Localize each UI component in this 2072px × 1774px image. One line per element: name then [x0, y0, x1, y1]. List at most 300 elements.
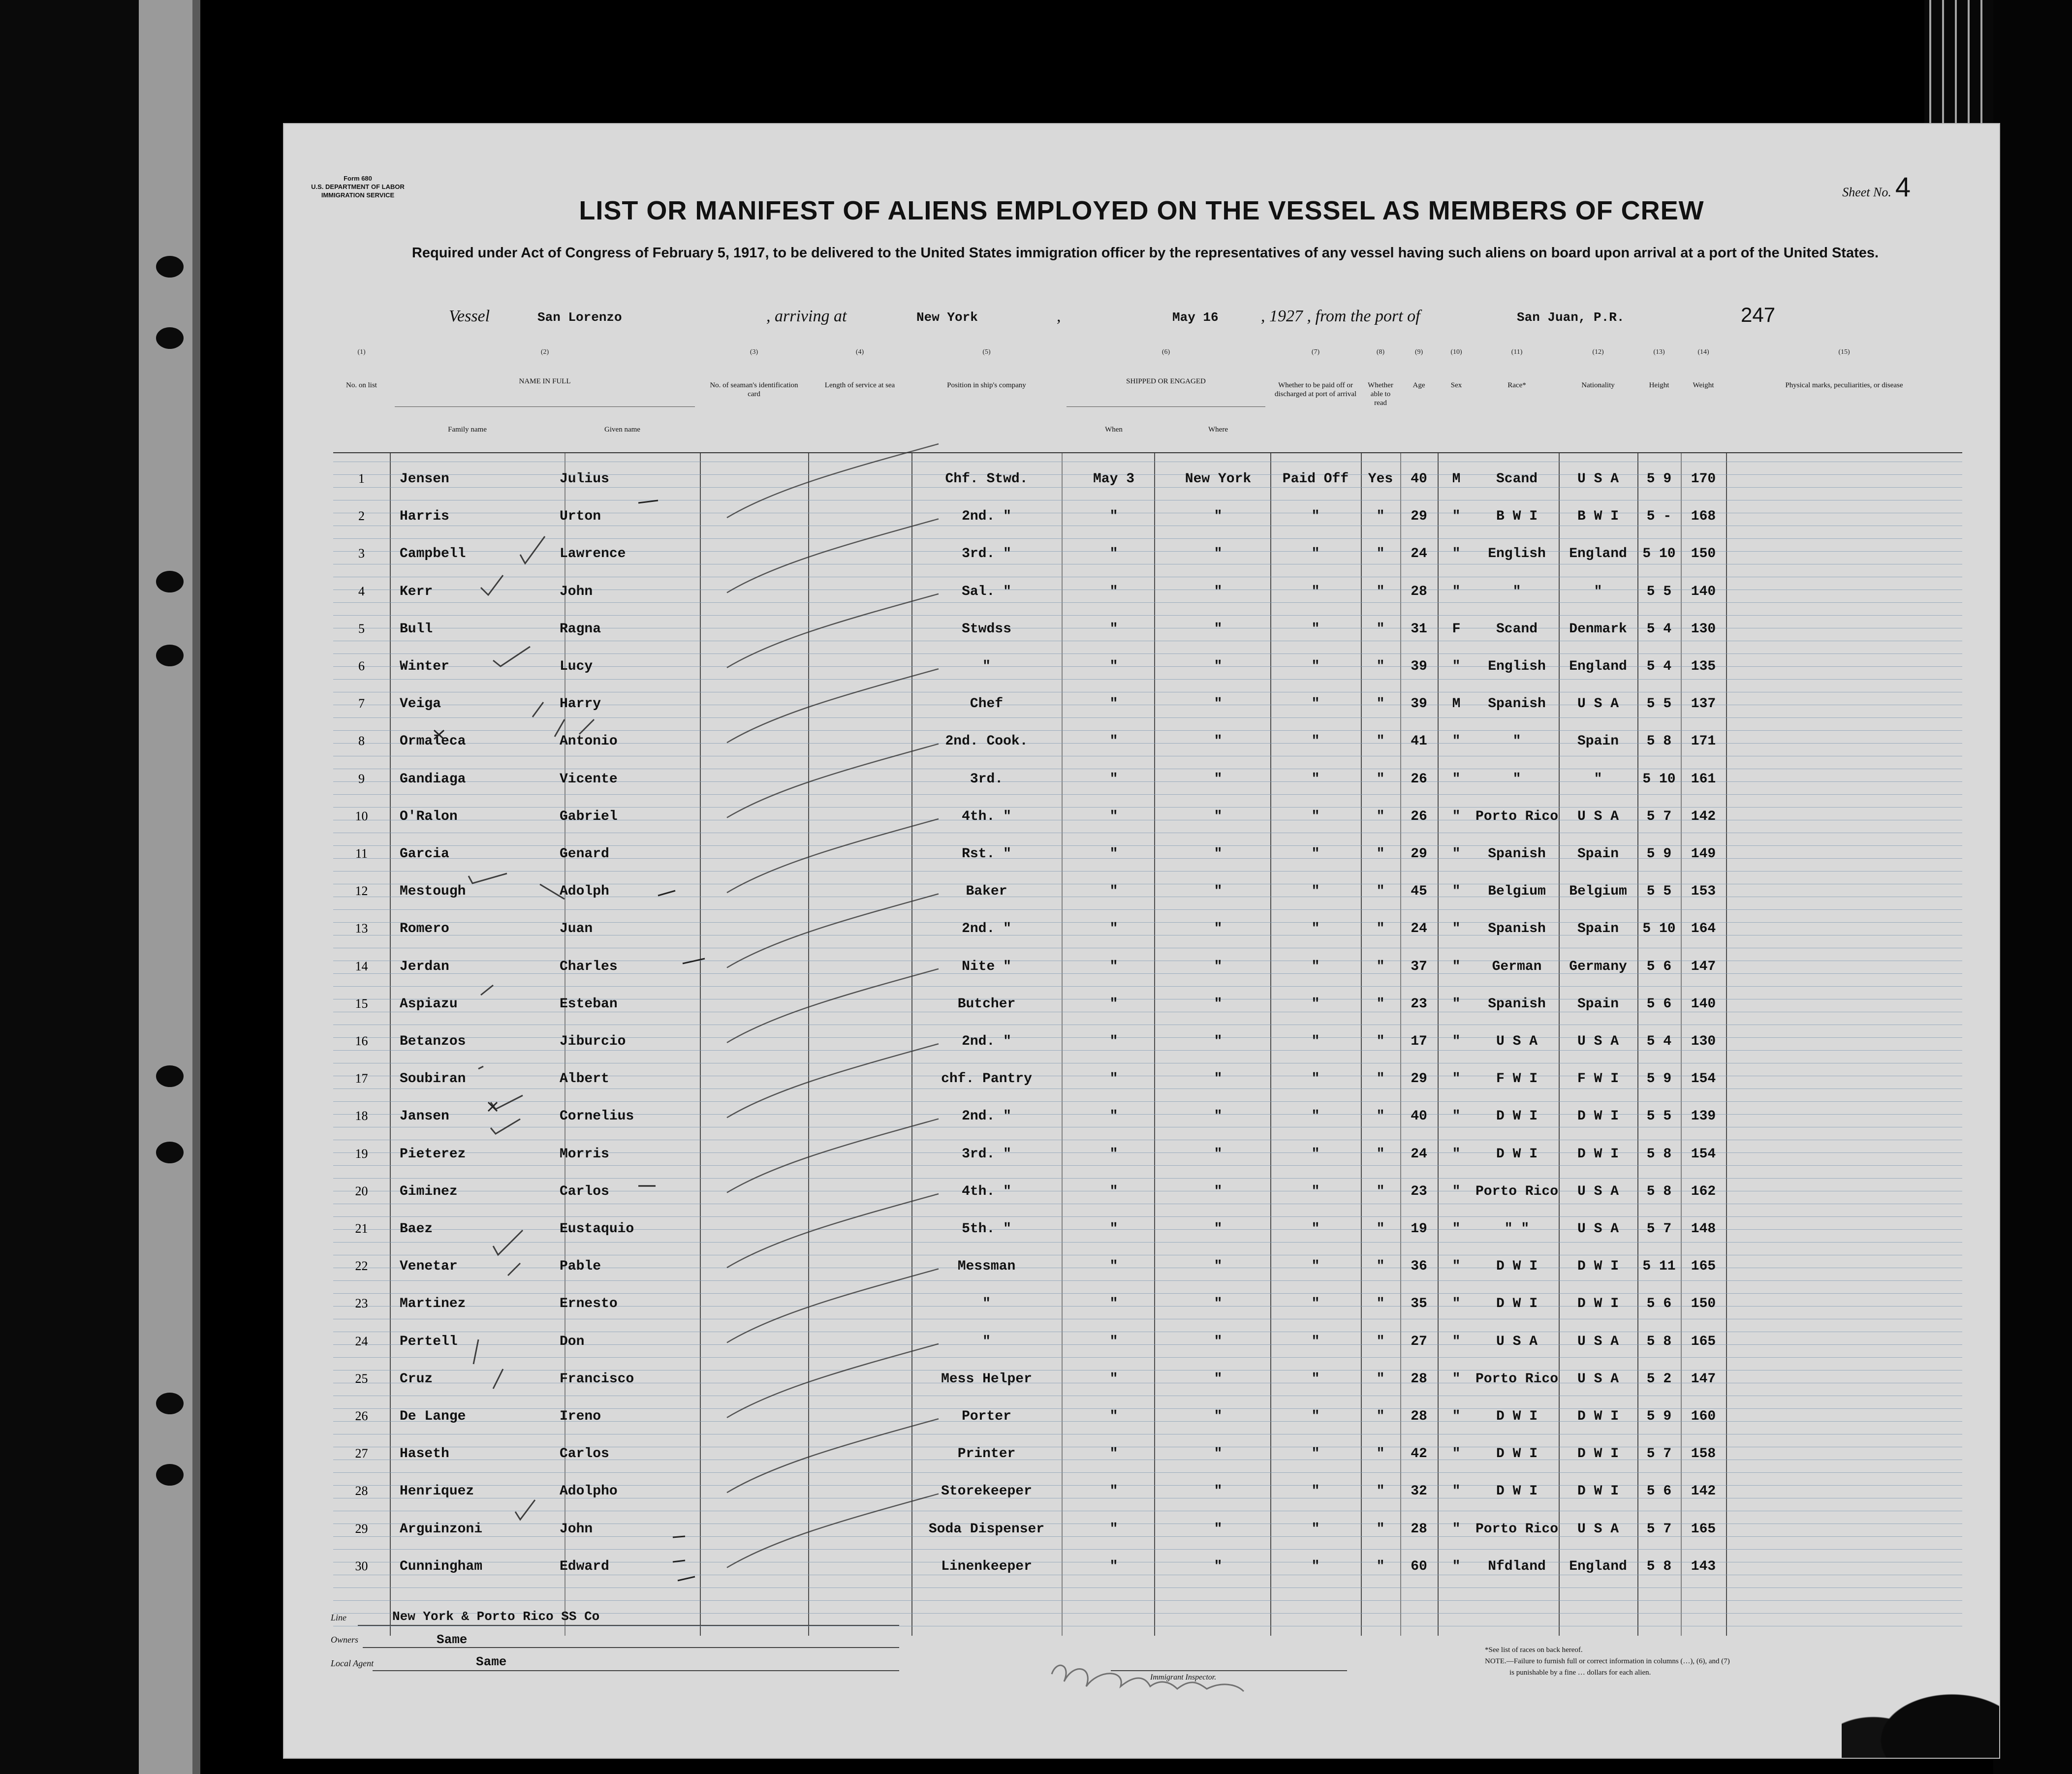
cell-no: 20 — [355, 1183, 368, 1198]
cell-when: " — [1109, 1296, 1118, 1312]
cell-race: " — [1512, 771, 1521, 787]
cell-height: 5 8 — [1646, 1183, 1672, 1199]
column-number: (6) — [1162, 348, 1170, 356]
cell-weight: 143 — [1691, 1558, 1716, 1574]
cell-given: Esteban — [560, 996, 618, 1012]
cell-read: " — [1376, 1334, 1385, 1349]
cell-when: " — [1109, 1334, 1118, 1349]
cell-race: " — [1512, 734, 1521, 749]
cell-race: " — [1512, 584, 1521, 599]
cell-when: " — [1109, 1183, 1118, 1199]
cell-weight: 137 — [1691, 696, 1716, 712]
page-subtitle: Required under Act of Congress of February 5, 1917, to be delivered to the United States immigration officer by the representatives of any vessel having such aliens on board upon arrival at a port of the United States. — [411, 245, 1879, 261]
cell-nationality: U S A — [1577, 809, 1619, 824]
cell-paid: " — [1311, 846, 1320, 862]
cell-weight: 158 — [1691, 1446, 1716, 1462]
cell-weight: 165 — [1691, 1259, 1716, 1275]
cell-sex: " — [1452, 1296, 1461, 1312]
cell-height: 5 10 — [1642, 771, 1676, 787]
cell-position: Butcher — [957, 996, 1016, 1012]
cell-family: Pertell — [400, 1334, 458, 1349]
cell-read: " — [1376, 1371, 1385, 1387]
cell-read: " — [1376, 846, 1385, 862]
cell-height: 5 9 — [1646, 1409, 1672, 1424]
cell-given: Francisco — [560, 1371, 634, 1387]
cell-sex: " — [1452, 1071, 1461, 1087]
penalty-note: NOTE.—Failure to furnish full or correct information in columns (…), (6), and (7) — [1485, 1657, 1730, 1665]
cell-race: D W I — [1496, 1109, 1538, 1124]
table-row — [333, 576, 1962, 614]
cell-family: De Lange — [400, 1409, 466, 1424]
cell-age: 36 — [1411, 1259, 1427, 1275]
cell-paid: " — [1311, 1484, 1320, 1499]
cell-read: " — [1376, 1446, 1385, 1462]
cell-given: Don — [560, 1334, 585, 1349]
table-row — [333, 1401, 1962, 1438]
cell-sex: " — [1452, 846, 1461, 862]
cell-read: " — [1376, 884, 1385, 900]
cell-sex: " — [1452, 584, 1461, 599]
cell-height: 5 9 — [1646, 1071, 1672, 1087]
punch-hole — [156, 1393, 184, 1414]
table-row — [333, 1326, 1962, 1364]
cell-age: 24 — [1411, 1146, 1427, 1162]
column-number: (4) — [855, 348, 864, 356]
cell-age: 28 — [1411, 1371, 1427, 1387]
cell-read: " — [1376, 1409, 1385, 1424]
cell-height: 5 5 — [1646, 884, 1672, 900]
cell-no: 24 — [355, 1334, 368, 1348]
cell-given: Jiburcio — [560, 1034, 626, 1049]
cell-position: 4th. " — [962, 1183, 1011, 1199]
cell-when: " — [1109, 1259, 1118, 1275]
cell-position: 2nd. Cook. — [945, 734, 1028, 749]
cell-where: " — [1214, 1446, 1223, 1462]
cell-where: " — [1214, 1221, 1223, 1237]
cell-age: 17 — [1411, 1034, 1427, 1049]
cell-when: " — [1109, 1109, 1118, 1124]
arrival-port: New York — [916, 310, 978, 325]
penalty-note-cont: is punishable by a fine … dollars for each alien. — [1509, 1669, 1651, 1677]
cell-age: 29 — [1411, 1071, 1427, 1087]
table-row — [333, 1288, 1962, 1326]
cell-paid: " — [1311, 1371, 1320, 1387]
cell-given: Albert — [560, 1071, 609, 1087]
cell-age: 45 — [1411, 884, 1427, 900]
cell-given: Morris — [560, 1146, 609, 1162]
line-value: New York & Porto Rico SS Co — [392, 1609, 600, 1624]
cell-no: 14 — [355, 959, 368, 973]
cell-age: 35 — [1411, 1296, 1427, 1312]
cell-family: O'Ralon — [400, 809, 458, 824]
line-rule — [358, 1625, 899, 1626]
cell-sex: " — [1452, 509, 1461, 525]
cell-position: Sal. " — [962, 584, 1011, 599]
cell-where: " — [1214, 771, 1223, 787]
cell-family: Gandiaga — [400, 771, 466, 787]
cell-where: " — [1214, 996, 1223, 1012]
cell-given: Harry — [560, 696, 601, 712]
cell-given: John — [560, 1521, 593, 1537]
column-header: SHIPPED OR ENGAGED — [1126, 377, 1206, 385]
table-row — [333, 989, 1962, 1026]
cell-read: " — [1376, 1109, 1385, 1124]
cell-where: " — [1214, 1296, 1223, 1312]
form-number: Form 680 — [344, 175, 372, 182]
cell-family: Giminez — [400, 1183, 458, 1199]
cell-age: 27 — [1411, 1334, 1427, 1349]
cell-when: May 3 — [1093, 471, 1134, 487]
cell-read: " — [1376, 1034, 1385, 1049]
cell-where: New York — [1185, 471, 1252, 487]
cell-family: Aspiazu — [400, 996, 458, 1012]
cell-when: " — [1109, 659, 1118, 674]
cell-no: 12 — [355, 884, 368, 899]
cell-nationality: England — [1569, 546, 1627, 562]
cell-weight: 142 — [1691, 1484, 1716, 1499]
cell-weight: 154 — [1691, 1071, 1716, 1087]
cell-age: 39 — [1411, 659, 1427, 674]
cell-sex: " — [1452, 1109, 1461, 1124]
voyage-line — [284, 301, 1999, 331]
column-header: Whether to be paid off or discharged at port of arrival — [1274, 381, 1357, 398]
cell-position: " — [982, 1334, 991, 1349]
column-header: Age — [1413, 381, 1425, 389]
cell-family: Cunningham — [400, 1558, 483, 1574]
manifest-sheet — [283, 123, 2000, 1759]
cell-nationality: U S A — [1577, 696, 1619, 712]
arrival-date: May 16 — [1172, 310, 1219, 325]
cell-read: " — [1376, 509, 1385, 525]
cell-no: 23 — [355, 1296, 368, 1311]
cell-paid: " — [1311, 1146, 1320, 1162]
cell-race: Scand — [1496, 621, 1538, 637]
cell-when: " — [1109, 1558, 1118, 1574]
cell-read: " — [1376, 1221, 1385, 1237]
table-row — [333, 538, 1962, 576]
column-number: (11) — [1511, 348, 1523, 356]
table-header — [333, 346, 1962, 452]
vessel-label: Vessel — [449, 307, 490, 325]
cell-when: " — [1109, 996, 1118, 1012]
cell-nationality: Germany — [1569, 959, 1627, 974]
cell-where: " — [1214, 509, 1223, 525]
cell-nationality: B W I — [1577, 509, 1619, 525]
cell-height: 5 8 — [1646, 1334, 1672, 1349]
cell-sex: " — [1452, 809, 1461, 824]
cell-when: " — [1109, 809, 1118, 824]
cell-family: Cruz — [400, 1371, 433, 1387]
cell-family: Martinez — [400, 1296, 466, 1312]
cell-weight: 164 — [1691, 921, 1716, 937]
cell-no: 29 — [355, 1521, 368, 1536]
cell-weight: 135 — [1691, 659, 1716, 674]
cell-when: " — [1109, 696, 1118, 712]
cell-nationality: D W I — [1577, 1146, 1619, 1162]
cell-family: Baez — [400, 1221, 433, 1237]
cell-paid: Paid Off — [1282, 471, 1349, 487]
punch-hole — [156, 571, 184, 592]
cell-nationality: " — [1594, 771, 1602, 787]
cell-no: 8 — [358, 734, 365, 748]
cell-no: 19 — [355, 1146, 368, 1161]
column-number: (10) — [1450, 348, 1462, 356]
cell-height: 5 7 — [1646, 1521, 1672, 1537]
cell-family: Harris — [400, 509, 449, 525]
cell-read: " — [1376, 659, 1385, 674]
binder-edge — [139, 0, 200, 1774]
cell-sex: F — [1452, 621, 1461, 637]
column-header: Race* — [1507, 381, 1526, 389]
cell-height: 5 9 — [1646, 846, 1672, 862]
table-row — [333, 1551, 1962, 1588]
cell-race: D W I — [1496, 1484, 1538, 1499]
table-row — [333, 1438, 1962, 1476]
cell-read: " — [1376, 1071, 1385, 1087]
cell-position: 2nd. " — [962, 1034, 1011, 1049]
table-row — [333, 1139, 1962, 1176]
table-row — [333, 913, 1962, 951]
cell-family: Garcia — [400, 846, 449, 862]
cell-when: " — [1109, 1034, 1118, 1049]
cell-nationality: England — [1569, 659, 1627, 674]
column-number: (3) — [750, 348, 758, 356]
cell-where: " — [1214, 1146, 1223, 1162]
cell-age: 40 — [1411, 1109, 1427, 1124]
column-header: No. of seaman's identification card — [710, 381, 798, 398]
cell-where: " — [1214, 1409, 1223, 1424]
page-tear — [1842, 1669, 1999, 1758]
cell-position: Rst. " — [962, 846, 1011, 862]
cell-paid: " — [1311, 921, 1320, 937]
year-label: , 1927 , from the port of — [1261, 307, 1420, 325]
cell-read: " — [1376, 1146, 1385, 1162]
cell-when: " — [1109, 959, 1118, 974]
column-subheader: Given name — [604, 426, 640, 434]
cell-weight: 162 — [1691, 1183, 1716, 1199]
cell-read: Yes — [1368, 471, 1393, 487]
cell-position: Baker — [966, 884, 1007, 900]
cell-nationality: Belgium — [1569, 884, 1627, 900]
agent-label: Local Agent — [331, 1658, 374, 1668]
column-number: (5) — [982, 348, 991, 356]
cell-height: 5 4 — [1646, 1034, 1672, 1049]
cell-race: Spanish — [1488, 846, 1546, 862]
table-row — [333, 614, 1962, 651]
cell-nationality: Spain — [1577, 996, 1619, 1012]
cell-race: U S A — [1496, 1334, 1538, 1349]
cell-where: " — [1214, 734, 1223, 749]
cell-age: 60 — [1411, 1558, 1427, 1574]
cell-age: 37 — [1411, 959, 1427, 974]
cell-sex: " — [1452, 884, 1461, 900]
cell-position: 2nd. " — [962, 1109, 1011, 1124]
cell-position: 3rd. " — [962, 546, 1011, 562]
cell-given: Charles — [560, 959, 618, 974]
cell-nationality: U S A — [1577, 1034, 1619, 1049]
cell-no: 25 — [355, 1371, 368, 1386]
table-row — [333, 501, 1962, 538]
cell-where: " — [1214, 659, 1223, 674]
cell-position: Soda Dispenser — [928, 1521, 1045, 1537]
table-row — [333, 651, 1962, 688]
cell-race: Nfdland — [1488, 1558, 1546, 1574]
cell-height: 5 5 — [1646, 584, 1672, 599]
cell-weight: 168 — [1691, 509, 1716, 525]
cell-family: Romero — [400, 921, 449, 937]
cell-paid: " — [1311, 696, 1320, 712]
cell-no: 5 — [358, 621, 365, 636]
table-row — [333, 1063, 1962, 1101]
cell-weight: 147 — [1691, 959, 1716, 974]
column-number: (9) — [1414, 348, 1423, 356]
vessel-name: San Lorenzo — [537, 310, 622, 325]
cell-when: " — [1109, 1521, 1118, 1537]
cell-no: 13 — [355, 921, 368, 936]
table-row — [333, 951, 1962, 989]
cell-where: " — [1214, 1484, 1223, 1499]
cell-paid: " — [1311, 1071, 1320, 1087]
column-header: Length of service at sea — [824, 381, 895, 389]
cell-weight: 140 — [1691, 584, 1716, 599]
cell-no: 27 — [355, 1446, 368, 1461]
cell-nationality: Spain — [1577, 846, 1619, 862]
cell-read: " — [1376, 1259, 1385, 1275]
cell-given: Adolph — [560, 884, 609, 900]
cell-nationality: D W I — [1577, 1109, 1619, 1124]
cell-position: Storekeeper — [941, 1484, 1032, 1499]
cell-race: German — [1492, 959, 1542, 974]
cell-race: Porto Rico — [1475, 1183, 1559, 1199]
cell-where: " — [1214, 696, 1223, 712]
cell-read: " — [1376, 1183, 1385, 1199]
footer-section — [284, 1600, 1999, 1758]
column-header: Position in ship's company — [947, 381, 1026, 389]
cell-race: U S A — [1496, 1034, 1538, 1049]
cell-position: " — [982, 659, 991, 674]
column-header: Weight — [1693, 381, 1714, 389]
cell-height: 5 10 — [1642, 546, 1676, 562]
agent-value: Same — [476, 1654, 507, 1669]
cell-weight: 149 — [1691, 846, 1716, 862]
cell-race: " " — [1504, 1221, 1530, 1237]
cell-when: " — [1109, 734, 1118, 749]
cell-weight: 161 — [1691, 771, 1716, 787]
cell-where: " — [1214, 921, 1223, 937]
cell-when: " — [1109, 1371, 1118, 1387]
cell-nationality: D W I — [1577, 1484, 1619, 1499]
cell-nationality: D W I — [1577, 1446, 1619, 1462]
cell-sex: " — [1452, 771, 1461, 787]
cell-paid: " — [1311, 884, 1320, 900]
cell-no: 22 — [355, 1259, 368, 1274]
cell-height: 5 9 — [1646, 471, 1672, 487]
cell-family: Soubiran — [400, 1071, 466, 1087]
cell-age: 29 — [1411, 509, 1427, 525]
cell-family: Campbell — [400, 546, 466, 562]
cell-age: 19 — [1411, 1221, 1427, 1237]
table-row — [333, 1251, 1962, 1288]
cell-nationality: England — [1569, 1558, 1627, 1574]
cell-sex: " — [1452, 659, 1461, 674]
cell-paid: " — [1311, 584, 1320, 599]
cell-sex: " — [1452, 1034, 1461, 1049]
date-separator: , — [1057, 307, 1061, 325]
cell-read: " — [1376, 996, 1385, 1012]
cell-weight: 160 — [1691, 1409, 1716, 1424]
cell-position: Chf. Stwd. — [945, 471, 1028, 487]
cell-sex: " — [1452, 1446, 1461, 1462]
owners-rule — [363, 1647, 899, 1648]
table-row — [333, 1176, 1962, 1214]
film-border-right — [1993, 0, 2072, 1774]
cell-nationality: U S A — [1577, 1183, 1619, 1199]
cell-sex: " — [1452, 1183, 1461, 1199]
table-row — [333, 876, 1962, 913]
cell-where: " — [1214, 1371, 1223, 1387]
cell-when: " — [1109, 771, 1118, 787]
cell-nationality: D W I — [1577, 1259, 1619, 1275]
cell-race: Porto Rico — [1475, 809, 1559, 824]
cell-sex: " — [1452, 1146, 1461, 1162]
cell-height: 5 7 — [1646, 1446, 1672, 1462]
cell-weight: 139 — [1691, 1109, 1716, 1124]
column-header: No. on list — [346, 381, 377, 389]
column-header: NAME IN FULL — [519, 377, 571, 385]
cell-when: " — [1109, 1071, 1118, 1087]
cell-paid: " — [1311, 509, 1320, 525]
cell-family: Ormaleca — [400, 734, 466, 749]
cell-position: 2nd. " — [962, 509, 1011, 525]
cell-sex: " — [1452, 921, 1461, 937]
cell-nationality: F W I — [1577, 1071, 1619, 1087]
cell-weight: 165 — [1691, 1334, 1716, 1349]
cell-given: Carlos — [560, 1446, 609, 1462]
cell-race: English — [1488, 546, 1546, 562]
cell-position: 5th. " — [962, 1221, 1011, 1237]
column-number: (15) — [1838, 348, 1850, 356]
cell-height: 5 6 — [1646, 1296, 1672, 1312]
cell-where: " — [1214, 1183, 1223, 1199]
cell-no: 3 — [358, 546, 365, 561]
cell-weight: 150 — [1691, 546, 1716, 562]
cell-nationality: Denmark — [1569, 621, 1627, 637]
cell-nationality: U S A — [1577, 1221, 1619, 1237]
cell-no: 9 — [358, 771, 365, 786]
cell-given: Carlos — [560, 1183, 609, 1199]
cell-family: Venetar — [400, 1259, 458, 1275]
cell-given: Lucy — [560, 659, 593, 674]
cell-when: " — [1109, 846, 1118, 862]
cell-where: " — [1214, 1109, 1223, 1124]
cell-age: 31 — [1411, 621, 1427, 637]
header-rule — [333, 452, 1962, 453]
cell-nationality: D W I — [1577, 1409, 1619, 1424]
column-number: (12) — [1592, 348, 1604, 356]
cell-read: " — [1376, 921, 1385, 937]
cell-weight: 148 — [1691, 1221, 1716, 1237]
cell-height: 5 4 — [1646, 621, 1672, 637]
cell-paid: " — [1311, 1558, 1320, 1574]
cell-given: Edward — [560, 1558, 609, 1574]
cell-sex: " — [1452, 1371, 1461, 1387]
cell-paid: " — [1311, 1221, 1320, 1237]
table-row — [333, 688, 1962, 726]
cell-family: Kerr — [400, 584, 433, 599]
cell-race: Belgium — [1488, 884, 1546, 900]
cell-height: 5 5 — [1646, 1109, 1672, 1124]
cell-when: " — [1109, 1484, 1118, 1499]
